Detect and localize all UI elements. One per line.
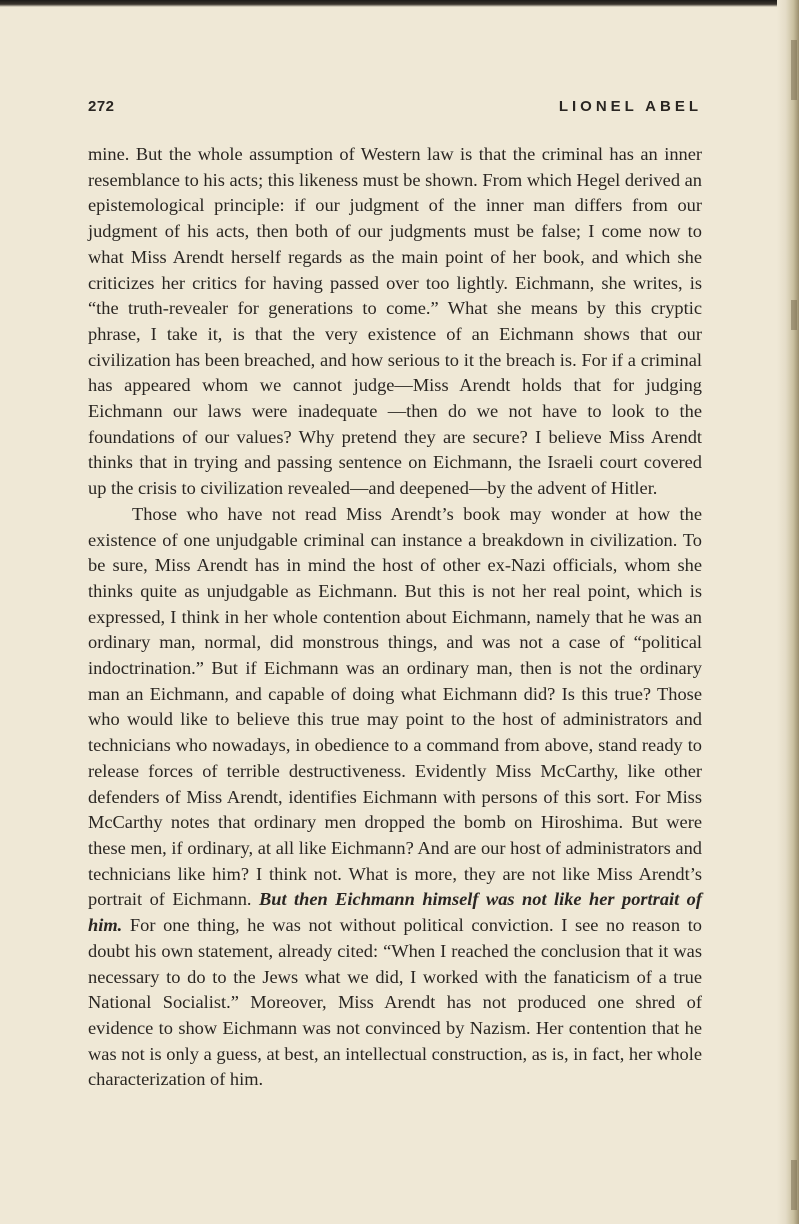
page-binding-edge [777,0,799,1224]
spine-shadow [791,40,797,100]
paragraph-2-text-after: For one thing, he was not without political conviction. I see no reason to doubt his own statement, already cited: “When I reached the conclusion that it was necessary to do to the Jews what we did, I worked with the fanaticism of a true National Socialist.” Moreover, Miss Arendt has not produced one shred of evidence to show Eichmann was not convinced by Nazism. Her contention that he was not is only a guess, at best, an intellectual construction, as is, in fact, her whole characterization of him. [88,915,703,1090]
spine-shadow [791,300,797,330]
paragraph-1: mine. But the whole assumption of Western law is that the criminal has an inner resemblance to his acts; this likeness must be shown. From which Hegel derived an epistemological principle: if our judgment of the inner man differs from our judgment of his acts, then both of our judgments must be false; I come now to what Miss Arendt herself regards as the main point of her book, and which she criticizes her critics for having passed over too lightly. Eichmann, she writes, is “the truth-revealer for generations to come.” What she means by this cryptic phrase, I take it, is that the very existence of an Eichmann shows that our civilization has been breached, and how serious to it the breach is. For if a criminal has appeared whom we cannot judge—Miss Arendt holds that for judging Eichmann our laws were inadequate —then do we not have to look to the foundations of our values? Why pretend they are secure? I believe Miss Arendt thinks that in trying and passing sentence on Eichmann, the Israeli court covered up the crisis to civilization revealed—and deepened—by the advent of Hitler. [88,144,702,499]
paragraph-2-italic-sentence: But then Eichmann himself was not like her portrait of him. [88,889,702,936]
running-head [88,98,702,120]
paragraph-2-text-before: Those who have not read Miss Arendt’s book may wonder at how the existence of one unjudgable criminal can instance a breakdown in civilization. To be sure, Miss Arendt has in mind the host of other ex-Nazi officials, whom she thinks quite as unjudgable as Eichmann. But this is not her real point, which is expressed, I think in her whole contention about Eichmann, namely that he was an ordinary man, normal, did monstrous things, and was not a case of “political indoctrination.” But if Eichmann was an ordinary man, then is not the ordinary man an Eichmann, and capable of doing what Eichmann did? Is this true? Those who would like to believe this true may point to the host of administrators and technicians who nowadays, in obedience to a command from above, stand ready to release forces of terrible destructiveness. Evidently Miss McCarthy, like other defenders of Miss Arendt, identifies Eichmann with persons of this sort. For Miss McCarthy notes that ordinary men dropped the bomb on Hiroshima. But were these men, if ordinary, at all like Eichmann? And are our host of administrators and technicians like him? I think not. What is more, they are not like Miss Arendt’s portrait of Eichmann. [88,503,702,910]
spine-shadow [791,1160,797,1210]
running-head-author: LIONEL ABEL [558,98,702,115]
paragraph-2 [88,502,702,1093]
page-top-edge [0,0,799,7]
page-number: 272 [88,98,115,115]
book-page [88,98,702,1093]
